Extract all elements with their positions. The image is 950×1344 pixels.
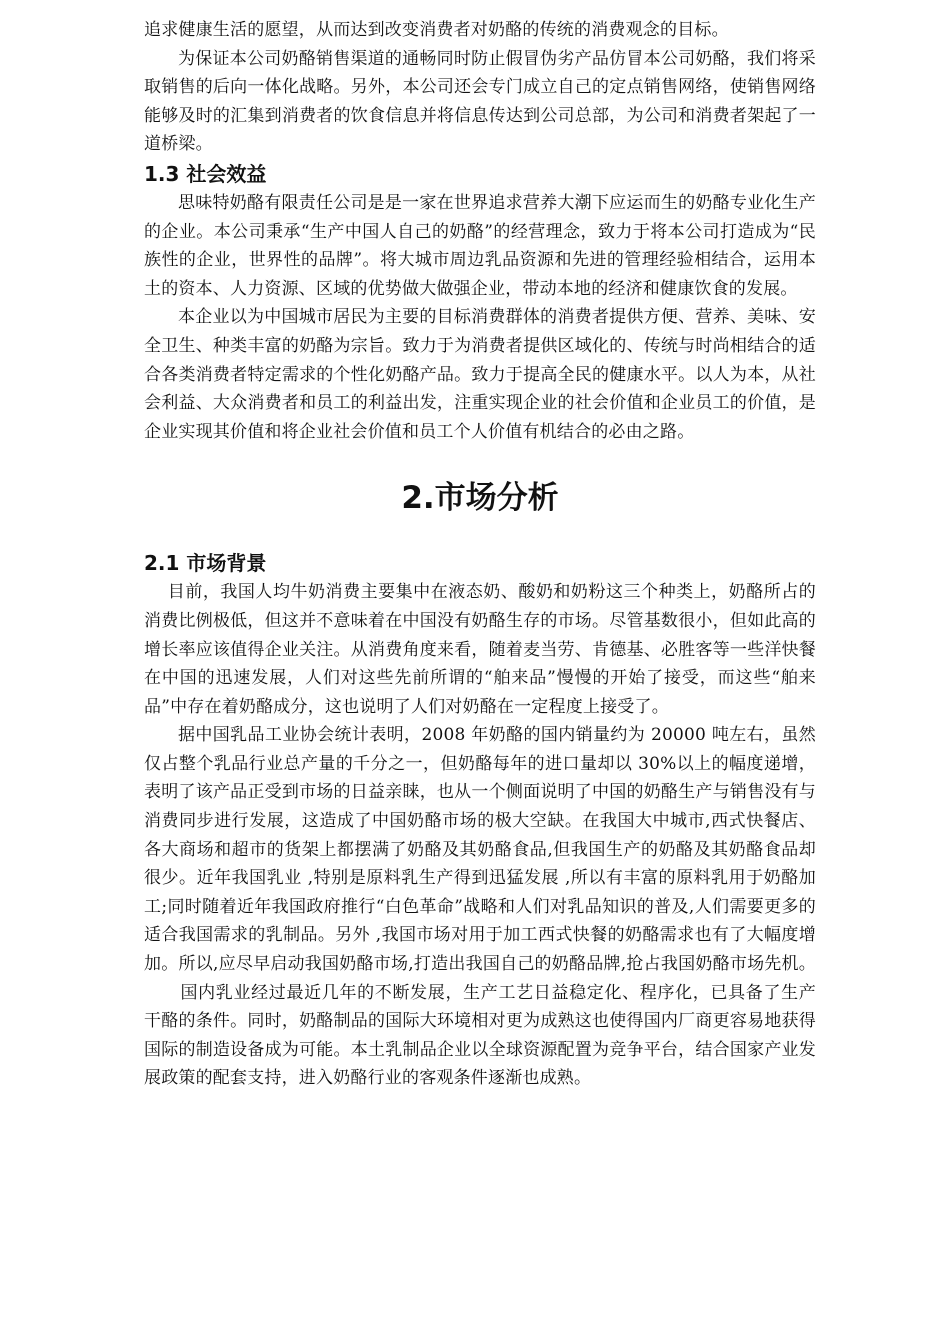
paragraph-market-statistics <box>144 721 816 1093</box>
paragraph-market-consumption: 目前，我国人均牛奶消费主要集中在液态奶、酸奶和奶粉这三个种类上，奶酪所占的消费比例极低，但这并不意味着在中国没有奶酪生存的市场。尽管基数很小，但如此高的增长率应该值得企业关注。从消费角度来看，随着麦当劳、肯德基、必胜客等一些洋快餐在中国的迅速发展，人们对这些先前所谓的“舶来品”慢慢的开始了接受，而这些“舶来品”中存在着奶酪成分，这也说明了人们对奶酪在一定程度上接受了。 <box>144 582 816 717</box>
chapter-heading-market-analysis: 2.市场分析 <box>401 480 559 517</box>
section-heading-2-1: 2.1 市场背景 <box>144 551 267 576</box>
paragraph-sales-channel: 为保证本公司奶酪销售渠道的通畅同时防止假冒伪劣产品仿冒本公司奶酪，我们将采取销售的后向一体化战略。另外，本公司还会专门成立自己的定点销售网络，使销售网络能够及时的汇集到消费者的饮食信息并将信息传达到公司总部，为公司和消费者架起了一道桥梁。 <box>144 48 816 155</box>
paragraph-company-intro: 思味特奶酪有限责任公司是是一家在世界追求营养大潮下应运而生的奶酪专业化生产的企业。本公司秉承“生产中国人自己的奶酪”的经营理念，致力于将本公司打造成为“民族性的企业，世界性的品牌”。将大城市周边乳品资源和先进的管理经验相结合，运用本土的资本、人力资源、区域的优势做大做强企业，带动本地的经济和健康饮食的发展。 <box>144 192 816 299</box>
section-heading-1-3: 1.3 社会效益 <box>144 161 267 186</box>
paragraph-market-statistics-text: 据中国乳品工业协会统计表明，2008 年奶酪的国内销量约为 20000 吨左右，虽然仅占整个乳品行业总产量的千分之一，但奶酪每年的进口量却以 30%以上的幅度递增，表明了该产品正受到市场的日益亲睐，也从一个侧面说明了中国的奶酪生产与销售没有与消费同步进行发展，这造成了中国奶酪市场的极大空缺。在我国大中城市,西式快餐店、各大商场和超市的货架上都摆满了奶酪及其奶酪食品,但我国生产的奶酪及其奶酪食品却很少。近年我国乳业 ,特别是原料乳生产得到迅猛发展 ,所以有丰富的原料乳用于奶酪加工;同时随着近年我国政府推行“白色革命”战略和人们对乳品知识的普及,人们需要更多的适合我国需求的乳制品。另外 ,我国市场对用于加工西式快餐的奶酪需求也有了大幅度增加。所以,应尽早启动我国奶酪市场,打造出我国自己的奶酪品牌,抢占我国奶酪市场先机。 <box>144 725 816 975</box>
paragraph-industry-development: 国内乳业经过最近几年的不断发展，生产工艺日益稳定化、程序化，已具备了生产干酪的条件。同时，奶酪制品的国际大环境相对更为成熟这也使得国内厂商更容易地获得国际的制造设备成为可能。本土乳制品企业以全球资源配置为竞争平台，结合国家产业发展政策的配套支持，进入奶酪行业的客观条件逐渐也成熟。 <box>144 982 816 1089</box>
document-page <box>144 16 816 1093</box>
paragraph-company-mission: 本企业以为中国城市居民为主要的目标消费群体的消费者提供方便、营养、美味、安全卫生、种类丰富的奶酪为宗旨。致力于为消费者提供区域化的、传统与时尚相结合的适合各类消费者特定需求的个性化奶酪产品。致力于提高全民的健康水平。以人为本，从社会利益、大众消费者和员工的利益出发，注重实现企业的社会价值和企业员工的价值，是企业实现其价值和将企业社会价值和员工个人价值有机结合的必由之路。 <box>144 307 816 442</box>
paragraph-continued: 追求健康生活的愿望，从而达到改变消费者对奶酪的传统的消费观念的目标。 <box>144 20 729 40</box>
